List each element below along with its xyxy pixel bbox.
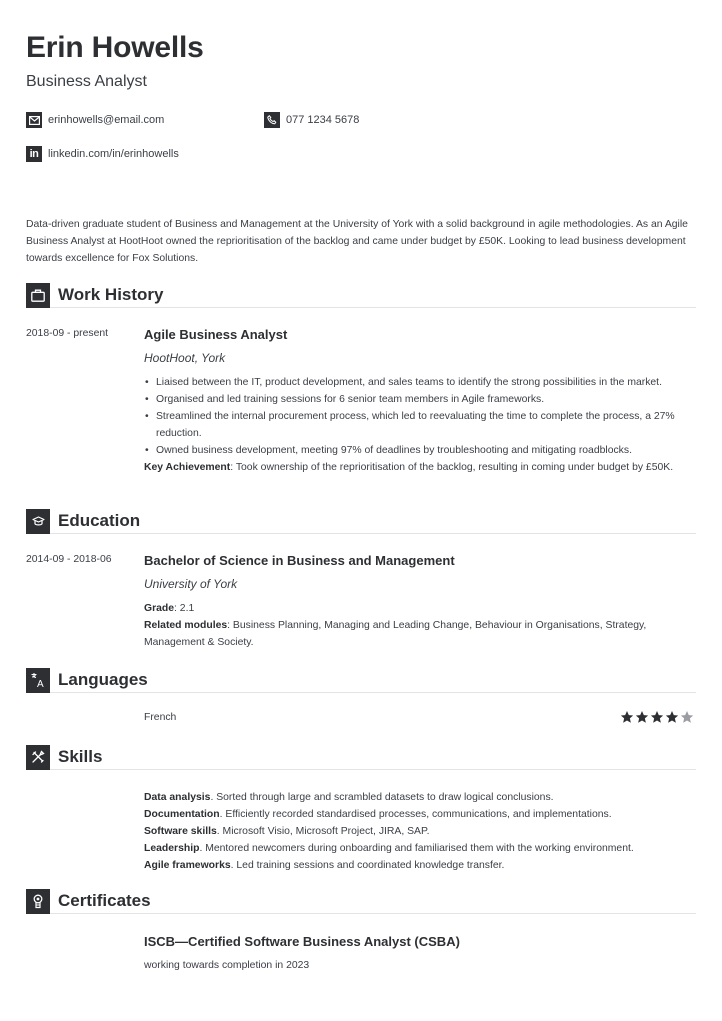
work-date: 2018-09 - present [26, 328, 109, 339]
section-title: Work History [58, 285, 164, 304]
company: HootHoot, York [144, 351, 226, 365]
skill-text: . Sorted through large and scrambled datasets to draw logical conclusions. [210, 792, 554, 803]
bullet-item: • Liaised between the IT, product development, and sales teams to identify the strong possibilities in the market. [144, 374, 696, 391]
linkedin-text: linkedin.com/in/erinhowells [48, 148, 179, 160]
star-filled-icon [650, 710, 664, 724]
skill-text: . Efficiently recorded standardised processes, communications, and implementations. [219, 809, 612, 820]
key-achievement-label: Key Achievement [144, 462, 231, 473]
grade [144, 600, 696, 617]
section-education [26, 509, 696, 534]
modules-value: : Business Planning, Managing and Leading Change, Behaviour in Organisations, Strategy, Management & Society. [144, 620, 647, 648]
grade-label: Grade [144, 603, 175, 614]
skill-text: . Microsoft Visio, Microsoft Project, JIRA, SAP. [216, 826, 430, 837]
key-achievement [144, 459, 696, 476]
skill-label: Documentation [144, 809, 220, 820]
bullet-item: • Owned business development, meeting 97% of deadlines by troubleshooting and mitigating roadblocks. [144, 442, 696, 459]
related-modules [144, 617, 696, 651]
key-achievement-text: : Took ownership of the reprioritisation of the backlog, resulting in coming under budget by £50K. [230, 462, 674, 473]
job-title: Agile Business Analyst [144, 327, 288, 342]
linkedin-icon: in [26, 146, 42, 162]
star-filled-icon [635, 710, 649, 724]
skill-item [144, 857, 696, 874]
section-title: Education [58, 511, 141, 530]
skill-label: Data analysis [144, 792, 211, 803]
skills-list [144, 789, 696, 874]
section-title: Skills [58, 747, 103, 766]
phone-text: 077 1234 5678 [286, 114, 360, 126]
certificate-note: working towards completion in 2023 [144, 960, 310, 971]
contact-email[interactable] [26, 112, 164, 128]
skill-label: Software skills [144, 826, 217, 837]
section-skills [26, 745, 696, 770]
graduation-cap-icon [26, 509, 50, 534]
skill-label: Leadership [144, 843, 200, 854]
section-languages [26, 668, 696, 693]
svg-text:A: A [37, 679, 44, 688]
envelope-icon [26, 112, 42, 128]
language-rating [620, 710, 694, 724]
star-empty-icon [680, 710, 694, 724]
skill-label: Agile frameworks [144, 860, 231, 871]
section-certificates [26, 889, 696, 914]
email-text: erinhowells@email.com [48, 114, 165, 126]
skill-item [144, 840, 696, 857]
award-icon [26, 889, 50, 914]
education-details [144, 600, 696, 651]
job-details [144, 374, 696, 476]
contact-linkedin[interactable] [26, 146, 179, 162]
grade-value: : 2.1 [174, 603, 195, 614]
school-name: University of York [144, 577, 238, 591]
section-work-history [26, 283, 696, 308]
briefcase-icon [26, 283, 50, 308]
bullet-item: • Streamlined the internal procurement process, which led to reevaluating the time to complete the process, a 27% reduction. [144, 408, 696, 442]
translate-icon [26, 668, 50, 693]
phone-icon [264, 112, 280, 128]
section-title: Languages [58, 670, 148, 689]
degree-title: Bachelor of Science in Business and Management [144, 553, 455, 568]
star-filled-icon [620, 710, 634, 724]
section-title: Certificates [58, 891, 151, 910]
contact-phone[interactable] [264, 112, 359, 128]
skill-text: . Mentored newcomers during onboarding and familiarised them with the working environment. [199, 843, 634, 854]
education-date: 2014-09 - 2018-06 [26, 554, 112, 565]
modules-label: Related modules [144, 620, 228, 631]
language-name: French [144, 712, 177, 723]
candidate-name: Erin Howells [26, 31, 204, 64]
skill-item [144, 806, 696, 823]
tools-icon [26, 745, 50, 770]
candidate-title: Business Analyst [26, 73, 147, 90]
star-filled-icon [665, 710, 679, 724]
skill-item [144, 789, 696, 806]
job-bullets [144, 374, 696, 459]
profile-summary: Data-driven graduate student of Business and Management at the University of York with a solid background in agile methodologies. As an Agile Business Analyst at HootHoot owned the reprioritisation of the backlog and came under budget by £50K. Looking to lead business development towards excellence for Fox Solutions. [26, 219, 688, 264]
bullet-item: • Organised and led training sessions for 6 senior team members in Agile frameworks. [144, 391, 696, 408]
skill-item [144, 823, 696, 840]
skill-text: . Led training sessions and coordinated knowledge transfer. [230, 860, 505, 871]
certificate-title: ISCB—Certified Software Business Analyst (CSBA) [144, 934, 460, 949]
